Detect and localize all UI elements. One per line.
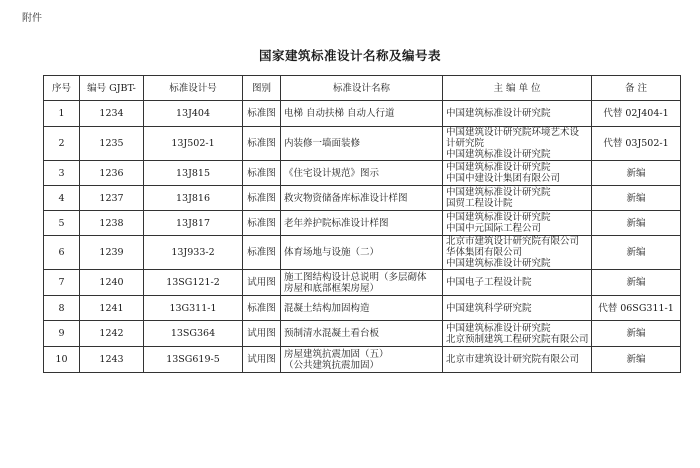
row-type: 标准图 (243, 161, 281, 186)
row-name (281, 127, 443, 161)
row-gjbt: 1235 (80, 127, 144, 161)
table-row (44, 347, 681, 373)
row-gjbt: 1238 (80, 211, 144, 236)
header-gjbt: 编号 GJBT- (80, 76, 144, 101)
row-seq: 7 (44, 270, 80, 296)
table-row (44, 101, 681, 127)
row-std-no: 13J933-2 (144, 236, 243, 270)
header-type: 图别 (243, 76, 281, 101)
row-org-line: 中国建筑设计研究院环境艺术设 (446, 127, 580, 138)
row-type: 试用图 (243, 321, 281, 347)
row-type: 试用图 (243, 270, 281, 296)
row-org-line: 北京预制建筑工程研究院有限公司 (446, 333, 589, 345)
table-row (44, 236, 681, 270)
row-note: 新编 (592, 161, 681, 186)
row-org-line: 中国建筑科学研究院 (446, 302, 532, 314)
attachment-label: 附件 (22, 13, 42, 24)
header-std-no: 标准设计号 (144, 76, 243, 101)
row-name-line: 电梯 自动扶梯 自动人行道 (284, 108, 395, 119)
row-org-line: 华体集团有限公司 (446, 247, 523, 258)
row-org-line: 中国电子工程设计院 (446, 277, 532, 288)
row-seq: 3 (44, 161, 80, 186)
row-name-line: 《住宅设计规范》图示 (284, 167, 380, 179)
row-note: 代替 03J502-1 (592, 127, 681, 161)
row-org (443, 321, 592, 347)
table-row (44, 321, 681, 347)
row-org (443, 296, 592, 321)
row-org (443, 101, 592, 127)
row-gjbt: 1234 (80, 101, 144, 127)
row-name (281, 347, 443, 373)
row-org (443, 211, 592, 236)
row-note: 代替 02J404-1 (592, 101, 681, 127)
row-org (443, 186, 592, 211)
row-note: 新编 (592, 270, 681, 296)
row-seq: 9 (44, 321, 80, 347)
row-seq: 1 (44, 101, 80, 127)
row-seq: 5 (44, 211, 80, 236)
row-org-line: 北京市建筑设计研究院有限公司 (446, 354, 580, 365)
row-gjbt: 1242 (80, 321, 144, 347)
row-note: 新编 (592, 347, 681, 373)
header-note: 备 注 (592, 76, 681, 101)
header-row (44, 76, 681, 101)
row-seq: 4 (44, 186, 80, 211)
table-title: 国家建筑标准设计名称及编号表 (258, 48, 441, 63)
row-name-line: 预制清水混凝土看台板 (284, 328, 380, 339)
row-std-no: 13SG121-2 (144, 270, 243, 296)
row-org (443, 127, 592, 161)
row-note: 新编 (592, 321, 681, 347)
row-name (281, 101, 443, 127)
row-note: 代替 06SG311-1 (592, 296, 681, 321)
row-gjbt: 1240 (80, 270, 144, 296)
row-org-line: 中国中元国际工程公司 (446, 223, 542, 234)
table-row (44, 211, 681, 236)
row-org-line: 北京市建筑设计研究院有限公司 (446, 236, 580, 247)
row-org-line: 中国建筑标准设计研究院 (446, 162, 551, 173)
row-org (443, 270, 592, 296)
row-org-line: 中国建筑标准设计研究院 (446, 108, 551, 119)
row-gjbt: 1239 (80, 236, 144, 270)
row-name-line: 体育场地与设施（二） (284, 247, 380, 258)
table-row (44, 270, 681, 296)
row-std-no: 13SG364 (144, 321, 243, 347)
table-row (44, 127, 681, 161)
row-name-line: （公共建筑抗震加固） (284, 359, 380, 371)
row-name (281, 186, 443, 211)
row-name (281, 211, 443, 236)
row-note: 新编 (592, 236, 681, 270)
row-type: 试用图 (243, 347, 281, 373)
row-type: 标准图 (243, 127, 281, 161)
row-org-line: 国贸工程设计院 (446, 198, 513, 209)
row-seq: 8 (44, 296, 80, 321)
row-std-no: 13SG619-5 (144, 347, 243, 373)
row-seq: 10 (44, 347, 80, 373)
row-gjbt: 1237 (80, 186, 144, 211)
row-name-line: 内装修一墙面装修 (284, 138, 361, 149)
row-name-line: 救灾物资储备库标准设计样图 (284, 192, 408, 204)
row-org-line: 中国建筑标准设计研究院 (446, 322, 551, 334)
standards-table (43, 75, 681, 373)
table-row (44, 296, 681, 321)
header-seq: 序号 (44, 76, 80, 101)
row-name-line: 老年养护院标准设计样图 (284, 217, 389, 229)
row-type: 标准图 (243, 101, 281, 127)
row-org-line: 计研究院 (446, 138, 485, 149)
row-type: 标准图 (243, 296, 281, 321)
header-org: 主 编 单 位 (443, 76, 592, 101)
row-name (281, 270, 443, 296)
row-org-line: 中国建筑标准设计研究院 (446, 187, 551, 198)
row-type: 标准图 (243, 236, 281, 270)
row-gjbt: 1241 (80, 296, 144, 321)
row-name (281, 321, 443, 347)
row-org (443, 161, 592, 186)
row-name-line: 施工图结构设计总说明（多层砌体 (284, 271, 427, 283)
row-gjbt: 1243 (80, 347, 144, 373)
row-org (443, 236, 592, 270)
row-name-line: 房屋和底部框架房屋） (284, 282, 380, 294)
row-std-no: 13J817 (144, 211, 243, 236)
header-name: 标准设计名称 (281, 76, 443, 101)
row-org-line: 中国中建设计集团有限公司 (446, 173, 561, 184)
row-seq: 2 (44, 127, 80, 161)
table-row (44, 161, 681, 186)
row-org (443, 347, 592, 373)
row-std-no: 13J816 (144, 186, 243, 211)
row-org-line: 中国建筑标准设计研究院 (446, 258, 551, 269)
row-type: 标准图 (243, 186, 281, 211)
row-std-no: 13J815 (144, 161, 243, 186)
row-name-line: 房屋建筑抗震加固（五） (284, 348, 389, 360)
row-org-line: 中国建筑标准设计研究院 (446, 149, 551, 160)
row-name (281, 296, 443, 321)
row-name (281, 236, 443, 270)
table-row (44, 186, 681, 211)
row-gjbt: 1236 (80, 161, 144, 186)
row-org-line: 中国建筑标准设计研究院 (446, 212, 551, 223)
row-note: 新编 (592, 186, 681, 211)
row-seq: 6 (44, 236, 80, 270)
row-note: 新编 (592, 211, 681, 236)
row-type: 标准图 (243, 211, 281, 236)
row-name (281, 161, 443, 186)
row-name-line: 混凝土结构加固构造 (284, 302, 370, 314)
row-std-no: 13J404 (144, 101, 243, 127)
row-std-no: 13J502-1 (144, 127, 243, 161)
row-std-no: 13G311-1 (144, 296, 243, 321)
